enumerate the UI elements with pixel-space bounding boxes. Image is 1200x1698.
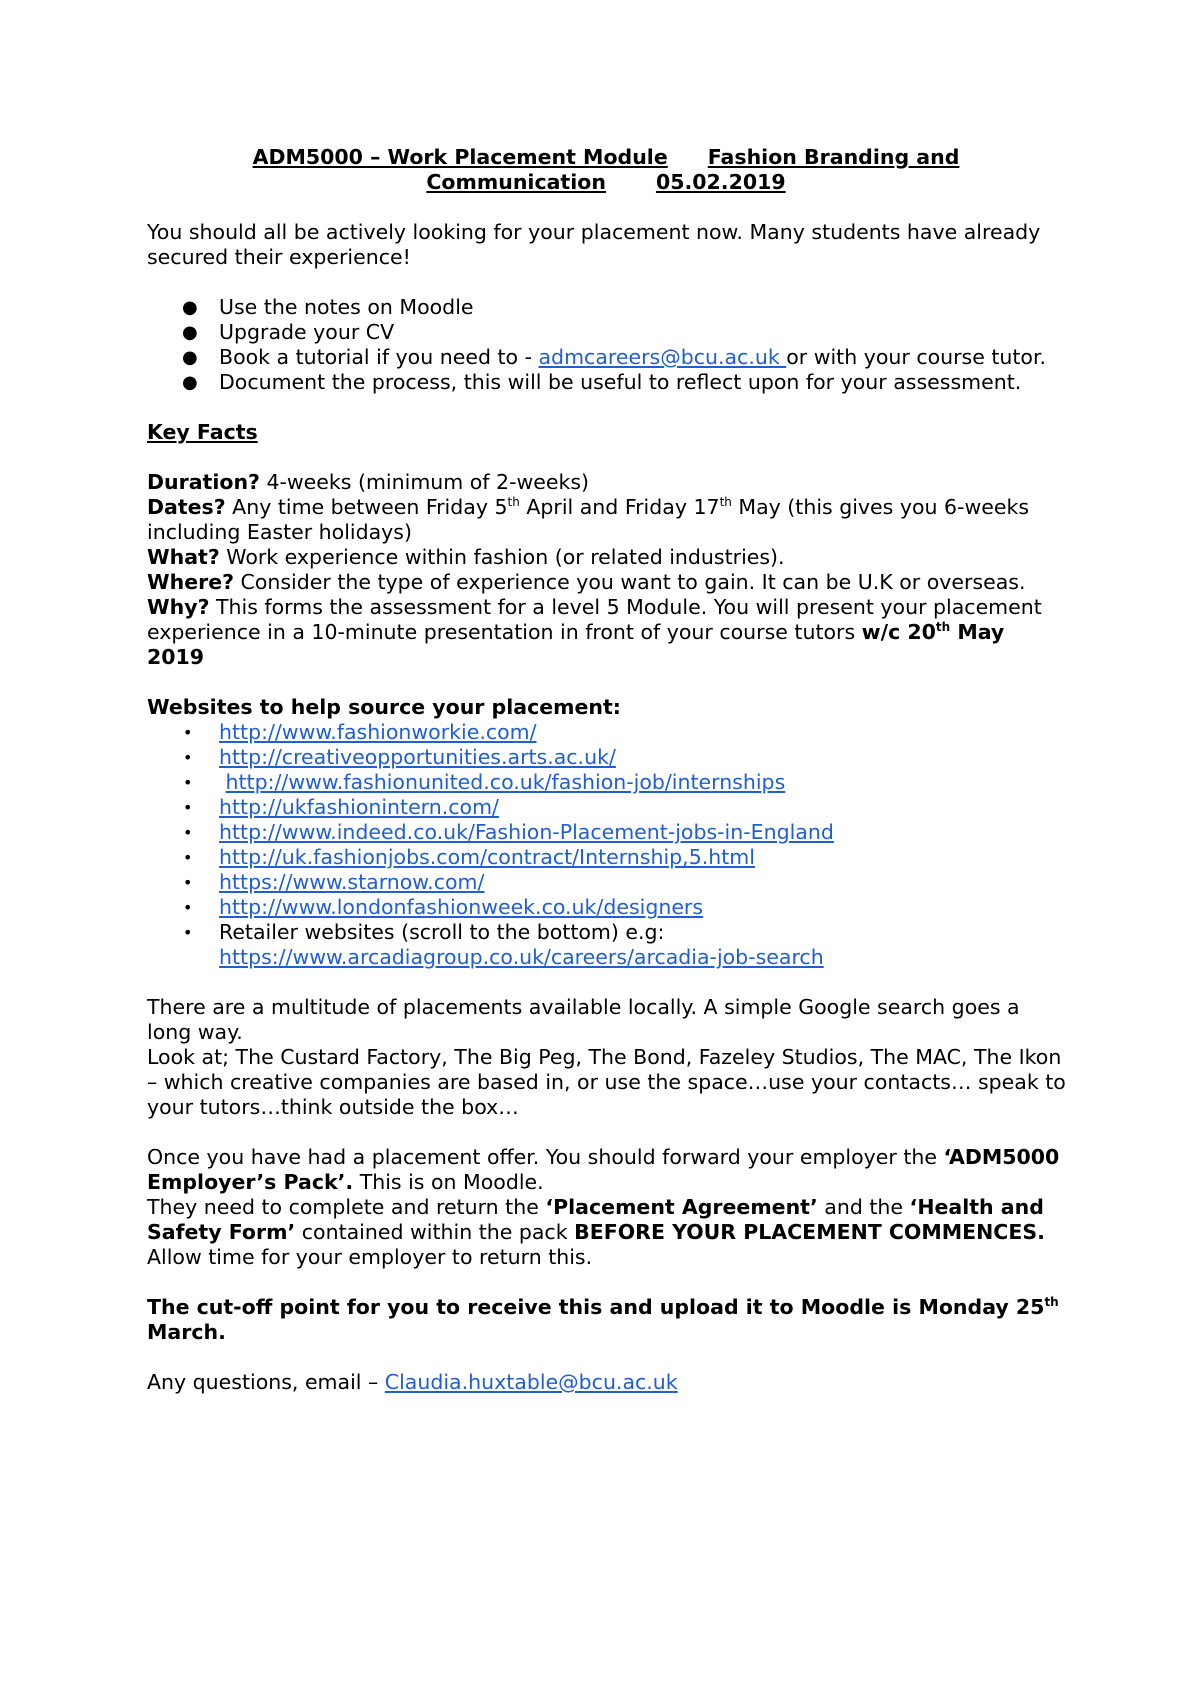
- bullet-icon: •: [183, 848, 193, 867]
- retailer-text: Retailer websites (scroll to the bottom) e.g:: [219, 920, 665, 944]
- cutoff-notice: The cut-off point for you to receive this and upload it to Moodle is Monday 25th March.: [147, 1295, 1059, 1344]
- bullet-icon: ●: [182, 322, 198, 343]
- bullet-icon: •: [183, 798, 193, 817]
- list-item: [147, 795, 1067, 820]
- title-course-cont: Communication: [426, 170, 606, 194]
- why-label: Why?: [147, 595, 210, 619]
- key-facts-body: Duration? 4-weeks (minimum of 2-weeks) Dates? Any time between Friday 5th April and Friday 17th May (this gives you 6-weeks including Easter holidays) What? Work experience within fashion (or related industries). Where? Consider the type of experience you want to gain. It can be U.K or overseas. Why? This forms the assessment for a level 5 Module. You will present your placement experience in a 10-minute presentation in front of your course tutors w/c 20th May 2019: [147, 470, 1042, 669]
- bullet-icon: •: [183, 773, 193, 792]
- what-label: What?: [147, 545, 220, 569]
- where-label: Where?: [147, 570, 235, 594]
- website-link[interactable]: https://www.starnow.com/: [219, 870, 485, 894]
- website-link[interactable]: http://www.londonfashionweek.co.uk/designers: [219, 895, 704, 919]
- title-course: Fashion Branding and: [707, 145, 960, 169]
- bullet-icon: ●: [182, 297, 198, 318]
- bullet-icon: •: [183, 873, 193, 892]
- list-item: [147, 920, 1067, 970]
- intro-paragraph: You should all be actively looking for your placement now. Many students have already secured their experience!: [147, 220, 1041, 269]
- website-link[interactable]: http://ukfashionintern.com/: [219, 795, 499, 819]
- bullet-icon: ●: [182, 347, 198, 368]
- title-date: 05.02.2019: [655, 170, 786, 194]
- website-link[interactable]: http://www.fashionworkie.com/: [219, 720, 537, 744]
- document-page: [147, 145, 1067, 1395]
- list-item: [147, 895, 1067, 920]
- list-item: [147, 745, 1067, 770]
- list-item: ● Use the notes on Moodle: [182, 295, 474, 319]
- list-item: ● Book a tutorial if you need to - admcareers@bcu.ac.uk or with your course tutor.: [182, 345, 1047, 369]
- contact-email-link[interactable]: Claudia.huxtable@bcu.ac.uk: [384, 1370, 678, 1394]
- bullet-icon: •: [183, 923, 193, 942]
- title-module: ADM5000 – Work Placement Module: [252, 145, 668, 169]
- admcareers-email-link[interactable]: admcareers@bcu.ac.uk: [538, 345, 787, 369]
- local-paragraph-1: There are a multitude of placements available locally. A simple Google search goes a long way.: [147, 995, 1020, 1044]
- local-paragraph-2: Look at; The Custard Factory, The Big Peg, The Bond, Fazeley Studios, The MAC, The Ikon – which creative companies are based in, or use the space…use your contacts… speak to your tutors…think outside the box…: [147, 1045, 1066, 1119]
- website-link[interactable]: http://creativeopportunities.arts.ac.uk/: [219, 745, 616, 769]
- list-item: [147, 845, 1067, 870]
- arcadia-link[interactable]: https://www.arcadiagroup.co.uk/careers/arcadia-job-search: [219, 945, 824, 969]
- bullet-icon: •: [183, 723, 193, 742]
- website-link[interactable]: http://www.fashionunited.co.uk/fashion-job/internships: [225, 770, 786, 794]
- bullet-icon: •: [183, 823, 193, 842]
- bullet-icon: •: [183, 898, 193, 917]
- dates-label: Dates?: [147, 495, 226, 519]
- offer-paragraph: Once you have had a placement offer. You should forward your employer the ‘ADM5000 Employer’s Pack’. This is on Moodle. They need to complete and return the ‘Placement Agreement’ and the ‘Health and Safety Form’ contained within the pack BEFORE YOUR PLACEMENT COMMENCES. Allow time for your employer to return this.: [147, 1145, 1060, 1269]
- websites-heading: Websites to help source your placement:: [147, 695, 622, 719]
- list-item: ● Document the process, this will be useful to reflect upon for your assessment.: [182, 370, 1022, 394]
- list-item: [147, 820, 1067, 845]
- duration-label: Duration?: [147, 470, 260, 494]
- list-item: [147, 720, 1067, 745]
- document-title: [147, 145, 1065, 195]
- contact-line: Any questions, email – Claudia.huxtable@bcu.ac.uk: [147, 1370, 678, 1394]
- website-link[interactable]: http://www.indeed.co.uk/Fashion-Placement-jobs-in-England: [219, 820, 834, 844]
- key-facts-heading: Key Facts: [147, 420, 258, 444]
- duration-text: 4-weeks (minimum of 2-weeks): [259, 470, 590, 494]
- list-item: ● Upgrade your CV: [182, 320, 395, 344]
- websites-list: [147, 720, 1067, 970]
- bullet-icon: •: [183, 748, 193, 767]
- list-item: [147, 770, 1067, 795]
- list-item: [147, 870, 1067, 895]
- website-link[interactable]: http://uk.fashionjobs.com/contract/Internship,5.html: [219, 845, 755, 869]
- bullet-icon: ●: [182, 372, 198, 393]
- todo-list: [147, 295, 1067, 395]
